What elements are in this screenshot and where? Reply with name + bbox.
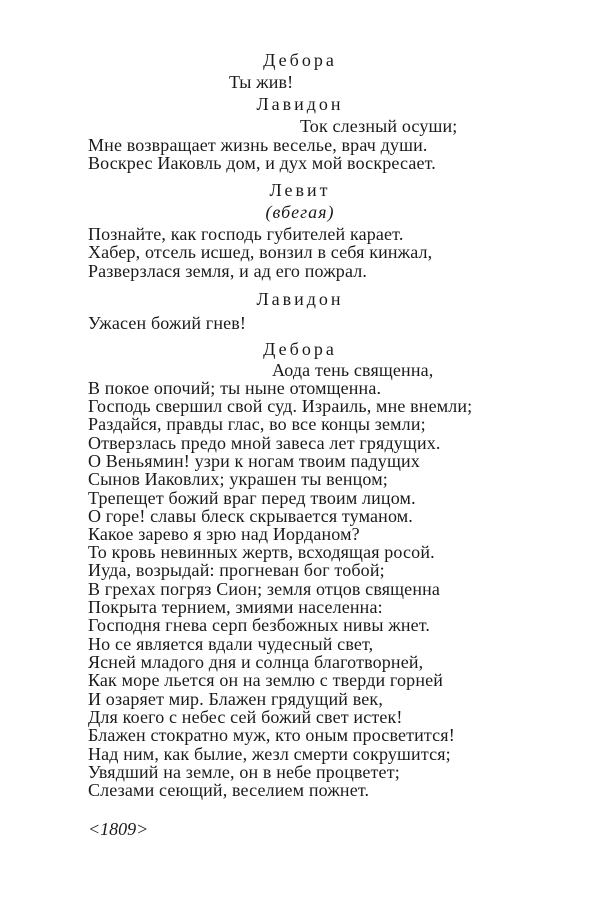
verse-line: Господь свершил свой суд. Израиль, мне внемли; [88,396,473,416]
speaker-name: Левит [269,180,331,200]
verse-line: Воскрес Иаковль дом, и дух мой воскресает. [88,153,436,173]
date-note: <1809> [88,819,149,839]
verse-line: Господня гнева серп безбожных нивы жнет. [88,615,431,635]
verse-line: Сынов Иаковлих; украшен ты венцом; [88,469,388,489]
speaker-name: Лавидон [256,94,344,114]
stage-direction: (вбегая) [265,202,335,222]
verse-line: О Веньямин! узри к ногам твоим падущих [88,451,420,471]
speaker-name: Лавидон [256,289,344,309]
verse-line: О горе! славы блеск скрывается туманом. [88,506,413,526]
verse-line: Разверзлася земля, и ад его пожрал. [88,261,368,281]
verse-line: В покое опочий; ты ныне отомщенна. [88,378,382,398]
verse-line: Какое зарево я зрю над Иорданом? [88,524,360,544]
verse-line: Мне возвращает жизнь веселье, врач души. [88,135,428,155]
verse-line: Хабер, отсель исшед, вонзил в себя кинжал, [88,242,433,262]
verse-line: И озаряет мир. Блажен грядущий век, [88,689,383,709]
verse-line: Ясней младого дня и солнца благотворней, [88,652,424,672]
verse-line: То кровь невинных жертв, всходящая росой. [88,542,435,562]
verse-line: Ужасен божий гнев! [88,313,247,333]
verse-line: Познайте, как господь губителей карает. [88,224,404,244]
verse-line: Слезами сеющий, веселием пожнет. [88,780,370,800]
verse-line: Над ним, как былие, жезл смерти сокрушится; [88,744,451,764]
verse-line: Ты жив! [229,72,294,92]
verse-line: Покрыта тернием, змиями населенна: [88,597,383,617]
verse-line: Раздайся, правды глас, во все концы земли; [88,414,426,434]
verse-line: Трепещет божий враг перед твоим лицом. [88,488,416,508]
speaker-name: Дебора [263,339,337,359]
verse-line: Как море льется он на землю с тверди горней [88,670,444,690]
verse-line: Увядший на земле, он в небе процветет; [88,762,400,782]
verse-line: Аода тень священна, [272,360,434,380]
speaker-name: Дебора [263,50,337,70]
verse-line: Иуда, возрыдай: прогневан бог тобой; [88,560,385,580]
verse-line: Ток слезный осуши; [300,116,458,136]
verse-line: Но се является вдали чудесный свет, [88,634,374,654]
verse-line: Для коего с небес сей божий свет истек! [88,707,403,727]
verse-line: В грехах погряз Сион; земля отцов священна [88,579,441,599]
verse-line: Отверзлась предо мной завеса лет грядущих. [88,433,441,453]
verse-line: Блажен стократно муж, кто оным просветится! [88,725,455,745]
